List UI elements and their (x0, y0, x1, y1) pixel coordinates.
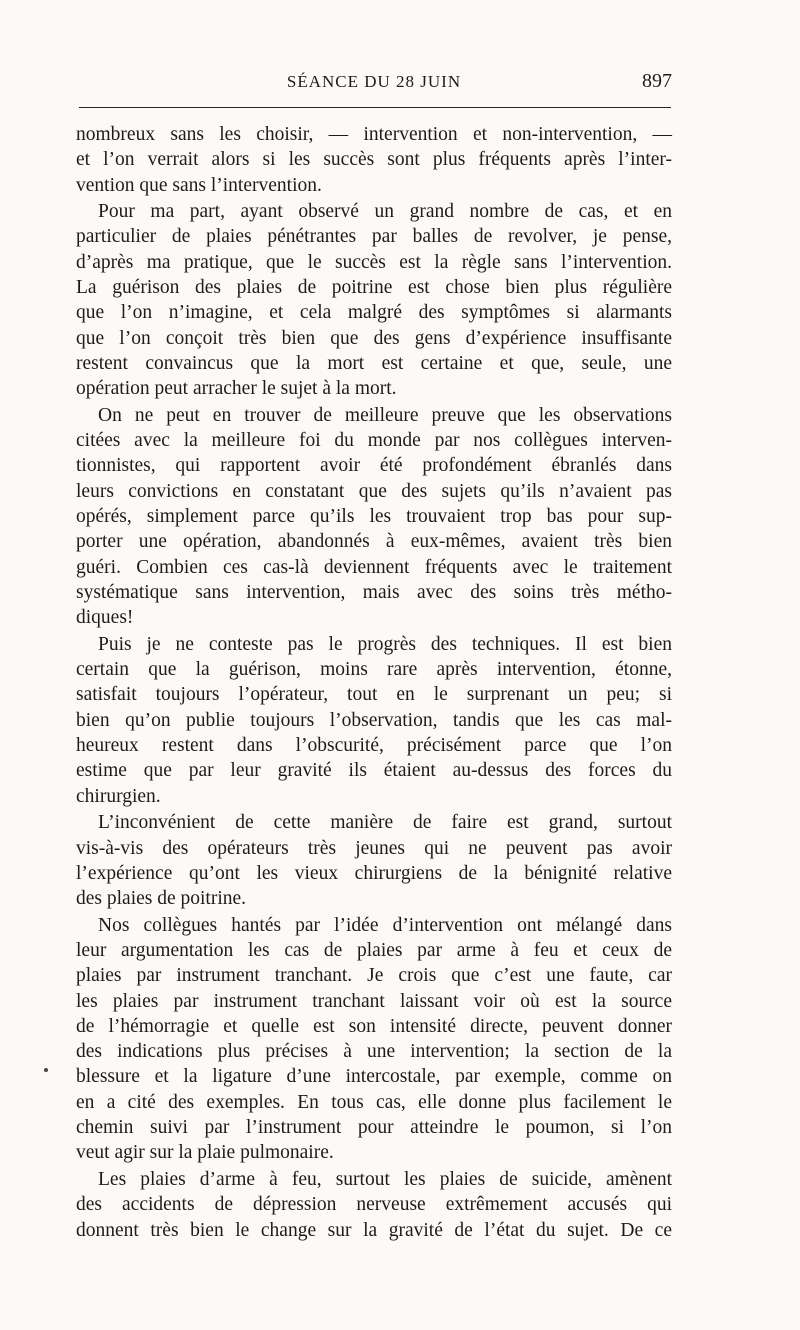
paragraph (76, 810, 672, 911)
paragraph (76, 122, 672, 198)
text-line: porter une opération, abandonnés à eux-mêmes, avaient très bien (76, 531, 672, 553)
text-line: guéri. Combien ces cas-là deviennent fréquents avec le traitement (76, 556, 672, 578)
text-line: vention que sans l’intervention. (76, 174, 322, 196)
text-line: chirurgien. (76, 785, 161, 807)
text-line: citées avec la meilleure foi du monde par nos collègues interven- (76, 430, 672, 452)
paragraph (76, 199, 672, 401)
text-line: Les plaies d’arme à feu, surtout les plaies de suicide, amènent (98, 1168, 672, 1190)
text-line: Pour ma part, ayant observé un grand nombre de cas, et en (98, 201, 672, 223)
text-line: estime que par leur gravité ils étaient au-dessus des forces du (76, 760, 672, 782)
body-text (76, 122, 672, 1243)
text-line: d’après ma pratique, que le succès est la règle sans l’intervention. (76, 251, 672, 273)
text-line: leurs convictions en constatant que des sujets qu’ils n’avaient pas (76, 480, 672, 502)
running-head-title: SÉANCE DU 28 JUIN (286, 72, 462, 91)
text-line: en a cité des exemples. En tous cas, elle donne plus facilement le (76, 1091, 672, 1113)
text-line: Nos collègues hantés par l’idée d’intervention ont mélangé dans (98, 914, 672, 936)
text-line: leur argumentation les cas de plaies par arme à feu et ceux de (76, 939, 672, 961)
text-line: particulier de plaies pénétrantes par balles de revolver, je pense, (76, 226, 672, 248)
text-line: les plaies par instrument tranchant laissant voir où est la source (76, 990, 672, 1012)
running-head (76, 70, 672, 98)
text-line: restent convaincus que la mort est certaine et que, seule, une (76, 352, 672, 374)
page-number: 897 (642, 70, 672, 92)
text-line: blessure et la ligature d’une intercostale, par exemple, comme on (76, 1066, 672, 1088)
text-line: opérés, simplement parce qu’ils les trouvaient trop bas pour sup- (76, 506, 672, 528)
text-line: l’expérience qu’ont les vieux chirurgiens de la bénignité relative (76, 862, 672, 884)
text-line: heureux restent dans l’obscurité, précisément parce que l’on (76, 735, 672, 757)
text-line: de l’hémorragie et quelle est son intensité directe, peuvent donner (76, 1015, 672, 1037)
text-line: que l’on n’imagine, et cela malgré des symptômes si alarmants (76, 302, 672, 324)
text-line: tionnistes, qui rapportent avoir été profondément ébranlés dans (76, 455, 672, 477)
text-line: et l’on verrait alors si les succès sont plus fréquents après l’inter- (76, 149, 672, 171)
text-line: des plaies de poitrine. (76, 888, 247, 910)
text-line: opération peut arracher le sujet à la mort. (76, 378, 397, 400)
text-line: L’inconvénient de cette manière de faire est grand, surtout (98, 812, 672, 834)
paragraph (76, 1167, 672, 1243)
paragraph (76, 403, 672, 631)
text-line: systématique sans intervention, mais avec des soins très métho- (76, 581, 672, 603)
paragraph (76, 913, 672, 1166)
text-line: On ne peut en trouver de meilleure preuve que les observations (98, 404, 672, 426)
text-line: plaies par instrument tranchant. Je crois que c’est une faute, car (76, 965, 672, 987)
text-line: donnent très bien le change sur la gravité de l’état du sujet. De ce (76, 1219, 672, 1241)
text-line: diques! (76, 607, 134, 629)
paragraph (76, 632, 672, 809)
text-line: vis-à-vis des opérateurs très jeunes qui ne peuvent pas avoir (76, 837, 672, 859)
margin-speck (44, 1068, 48, 1072)
text-line: des indications plus précises à une intervention; la section de la (76, 1041, 672, 1063)
text-line: bien qu’on publie toujours l’observation, tandis que les cas mal- (76, 709, 672, 731)
text-line: satisfait toujours l’opérateur, tout en le surprenant un peu; si (76, 684, 672, 706)
text-line: des accidents de dépression nerveuse extrêmement accusés qui (76, 1194, 672, 1216)
text-line: veut agir sur la plaie pulmonaire. (76, 1142, 334, 1164)
book-page (76, 0, 672, 1330)
text-line: certain que la guérison, moins rare après intervention, étonne, (76, 659, 672, 681)
text-line: chemin suivi par l’instrument pour atteindre le poumon, si l’on (76, 1117, 672, 1139)
text-line: La guérison des plaies de poitrine est chose bien plus régulière (76, 277, 672, 299)
text-line: que l’on conçoit très bien que des gens d’expérience insuffisante (76, 327, 672, 349)
text-line: Puis je ne conteste pas le progrès des techniques. Il est bien (98, 633, 672, 655)
text-line: nombreux sans les choisir, — intervention et non-intervention, — (76, 124, 672, 145)
header-rule (79, 107, 671, 108)
